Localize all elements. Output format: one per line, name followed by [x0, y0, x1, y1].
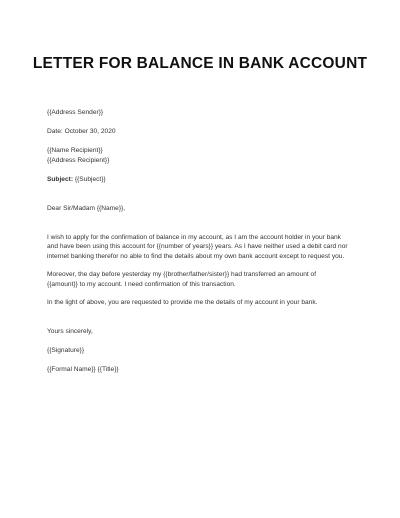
name-recipient: {{Name Recipient}}	[47, 147, 103, 155]
paragraph-2	[47, 270, 365, 289]
paragraph-1	[47, 233, 365, 262]
address-recipient: {{Address Recipient}}	[47, 156, 110, 164]
closing: Yours sincerely,	[47, 328, 93, 336]
paragraph-1-line: I wish to apply for the confirmation of balance in my account, as I am the account holder in your bank	[47, 233, 341, 241]
paragraph-3: In the light of above, you are requested to provide me the details of my account in your bank.	[47, 299, 318, 307]
letter-date: Date: October 30, 2020	[47, 128, 116, 136]
subject-value: {{Subject}}	[73, 176, 106, 184]
letter-title: LETTER FOR BALANCE IN BANK ACCOUNT	[32, 55, 368, 72]
subject-line	[47, 175, 365, 185]
paragraph-1-line: and have been using this account for {{number of years}} years. As I have neither used a debit card nor	[47, 243, 348, 251]
salutation: Dear Sir/Madam {{Name}},	[47, 204, 126, 212]
paragraph-2-line: Moreover, the day before yesterday my {{brother/father/sister}} had transferred an amount of	[47, 271, 317, 279]
paragraph-1-line: internet banking therefor no able to find the details about my own bank account except to request you.	[47, 252, 345, 260]
signature: {{Signature}}	[47, 347, 85, 355]
address-sender: {{Address Sender}}	[47, 109, 104, 116]
paragraph-2-line: {{amount}} to my account. I need confirmation of this transaction.	[47, 280, 236, 288]
subject-label: Subject:	[47, 176, 74, 184]
formal-name: {{Formal Name}} {{Title}}	[47, 366, 119, 374]
letter-body	[47, 108, 365, 375]
